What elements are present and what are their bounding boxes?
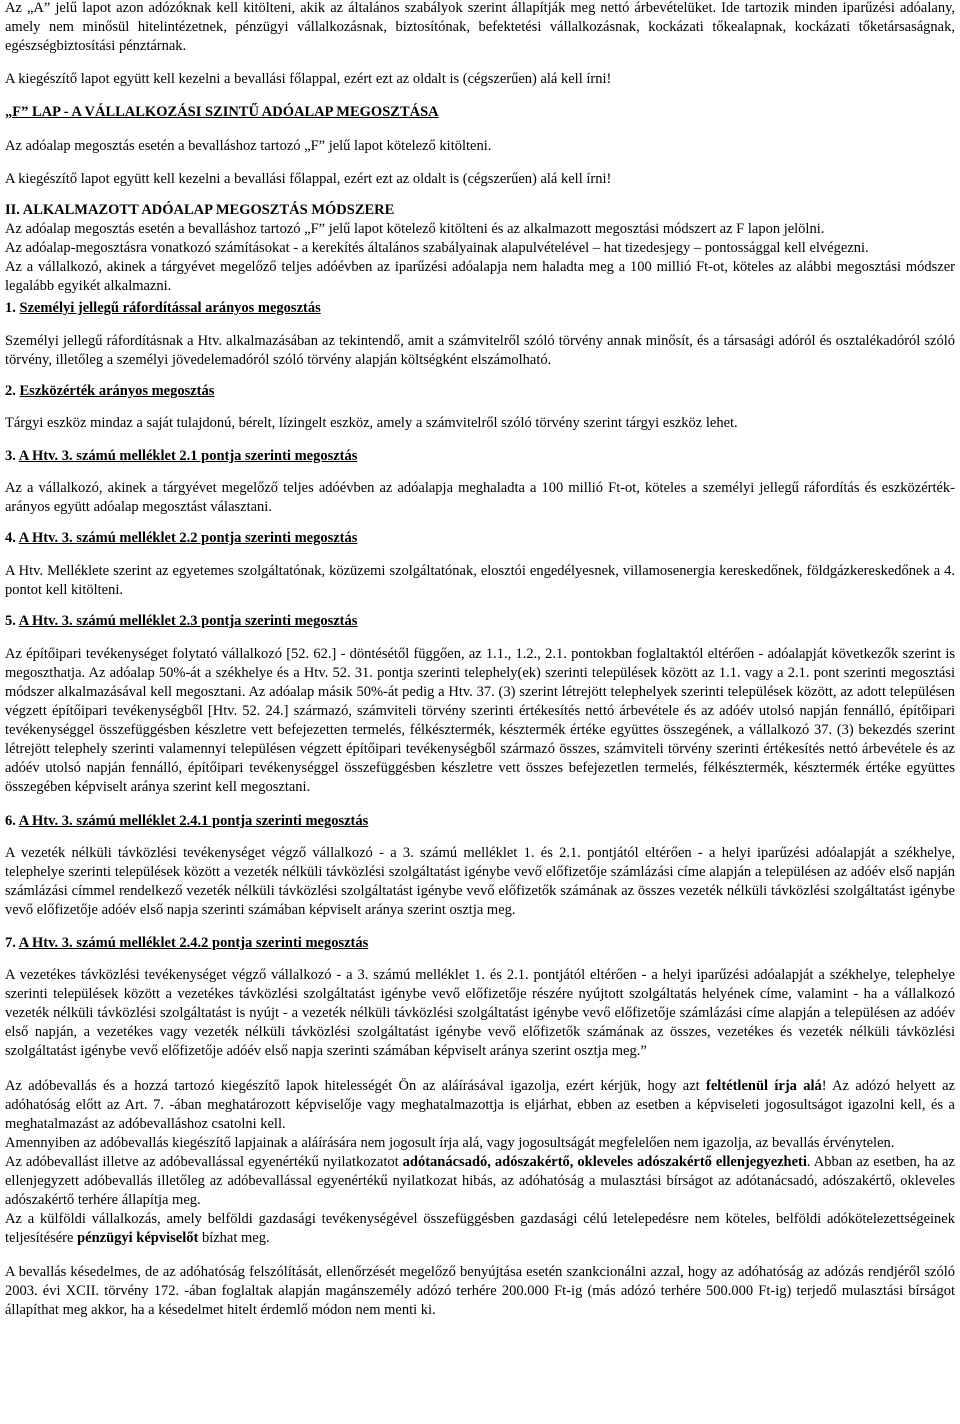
bold-segment: pénzügyi képviselőt <box>77 1230 199 1246</box>
method-title: Személyi jellegű ráfordítással arányos megosztás <box>19 300 321 316</box>
method-number: 1. <box>5 300 16 316</box>
closing-foreign-paragraph <box>5 1210 955 1248</box>
document-page <box>5 0 955 1320</box>
intro-paragraph: Az „A” jelű lapot azon adózóknak kell kitölteni, akik az általános szabályok szerint állapítják meg nettó árbevételüket. Ide tartozik minden iparűzési adóalany, amely nem minősül hitelintézetnek, pénzügyi vállalkozásnak, biztosítónak, befektetési vállalkozásnak, kockázati tőkealapnak, kockázati tőketársaságnak, egészségbiztosítási pénztárnak. <box>5 0 955 54</box>
method-6-heading <box>5 812 955 831</box>
bold-segment: adótanácsadó, adószakértő, okleveles adószakértő ellenjegyezheti <box>402 1154 807 1170</box>
text-segment: . Abban az esetben, ha az ellenjegyzett adóbevallás illetőleg az adóbevallással egyenértékű nyilatkozat hibás, az adóhatóság a mulasztási bírságot az adótanácsadó, adószakértő, okleveles adószakértő terhére állapítja meg. <box>5 1154 955 1208</box>
method-2-text: Tárgyi eszköz mindaz a saját tulajdonú, bérelt, lízingelt eszköz, amely a számvitelről szóló törvény szerint tárgyi eszköz lehet. <box>5 415 738 431</box>
text-segment: Az a külföldi vállalkozás, amely belföldi gazdasági tevékenységével összefüggésben gazdasági célú letelepedésre nem köteles, belföldi adókötelezettségeinek teljesítésére <box>5 1211 955 1246</box>
f-lap-signature-note: A kiegészítő lapot együtt kell kezelni a bevallási főlappal, ezért ezt az oldalt is (cégszerűen) alá kell írni! <box>5 171 612 187</box>
method-title: A Htv. 3. számú melléklet 2.2 pontja szerinti megosztás <box>18 530 358 546</box>
method-5-text: Az építőipari tevékenységet folytató vállalkozó [52. 62.] - döntésétől függően, az 1.1., 1.2., 2.1. pontokban foglaltaktól eltérően - adóalapját következők szerint is megoszthatja. Az adóalap 50%-át a székhelye és a Htv. 52. 31. pontja szerinti telephely(ek) szerinti települések között az 1.1. vagy a 2.1. pont szerinti megosztási módszer alkalmazásával kell megosztani. Az adóalap másik 50%-át pedig a Htv. 37. (3) szerint létrejött telephelyek szerinti települések között, az adott településen végzett építőipari tevékenységből [Htv. 52. 24.] származó, számviteli törvény szerinti értékesítés nettó árbevétele és az adóév utolsó napján fennálló, építőipari tevékenységgel összefüggésben készletre vett befejezetten termelés, félkésztermék, késztermék értéke együttes összegének, a vállalkozó 37. (3) bekezdés szerint létrejött telephely szerinti valamennyi településen végzett építőipari tevékenységből származó összes, számviteli törvény szerinti értékesítés nettó árbevétele és az adóév utolsó napján fennálló, építőipari tevékenységgel összefüggésben készletre vett összes befejezetlen termelés, félkésztermék, késztermék értéke együttes összegében képviselt aránya szerint kell megosztani. <box>5 646 955 795</box>
method-title: A Htv. 3. számú melléklet 2.4.1 pontja szerinti megosztás <box>18 813 369 829</box>
method-title: A Htv. 3. számú melléklet 2.1 pontja szerinti megosztás <box>18 448 358 464</box>
method-3-text: Az a vállalkozó, akinek a tárgyévet megelőző teljes adóévben az adóalapja meghaladta a 100 millió Ft-ot, köteles a személyi jellegű ráfordítás és eszközérték-arányos együtt adóalap megosztást választani. <box>5 480 955 515</box>
method-1-text: Személyi jellegű ráfordításnak a Htv. alkalmazásában az tekintendő, amit a számvitelről szóló törvény annak minősít, és a társasági adóról és osztalékadóról szóló törvény, illetőleg a személyi jövedelemadóról szóló törvény alapján költségként elszámolható. <box>5 333 955 368</box>
closing-countersign-paragraph <box>5 1153 955 1210</box>
method-number: 7. <box>5 935 16 951</box>
section-ii-paragraph: Az adóalap-megosztásra vonatkozó számításokat - a kerekítés általános szabályainak alapulvételével – hat tizedesjegy – pontossággal kell elvégezni. <box>5 240 869 256</box>
method-number: 3. <box>5 448 16 464</box>
method-title: A Htv. 3. számú melléklet 2.3 pontja szerinti megosztás <box>18 613 358 629</box>
text-segment: Az adóbevallást illetve az adóbevallással egyenértékű nyilatkozatot <box>5 1154 403 1170</box>
method-number: 6. <box>5 813 16 829</box>
method-1-heading <box>5 299 955 318</box>
closing-late-paragraph: A bevallás késedelmes, de az adóhatóság felszólítását, ellenőrzését megelőző benyújtása esetén szankcionálni azzal, hogy az adóhatóság az adózás rendjéről szóló 2003. évi XCII. törvény 172. -ában foglaltak alapján magánszemély adózó terhére 200.000 Ft-ig (más adózó terhére 500.000 Ft-ig) terjedő mulasztási bírságot állapíthat meg akkor, ha a késedelmet hitelt érdemlő módon nem menti ki. <box>5 1264 955 1318</box>
method-7-heading <box>5 934 955 953</box>
closing-signature-paragraph <box>5 1077 955 1134</box>
text-segment: Az adóbevallás és a hozzá tartozó kiegészítő lapok hitelességét Ön az aláírásával igazolja, ezért kérjük, hogy azt <box>5 1078 707 1094</box>
method-title: Eszközérték arányos megosztás <box>19 383 215 399</box>
text-segment: ! Az adózó helyett az adóhatóság előtt az Art. 7. -ában meghatározott képviselője vagy meghatalmazottja is eljárhat, ebben az esetben a képviseleti jogosultságot igazolni kell, és a meghatalmazást az adóbevalláshoz csatolni kell. <box>5 1078 955 1132</box>
f-lap-title: „F” LAP - A VÁLLALKOZÁSI SZINTŰ ADÓALAP MEGOSZTÁSA <box>5 104 439 120</box>
method-6-text: A vezeték nélküli távközlési tevékenységet végző vállalkozó - a 3. számú melléklet 1. és 2.1. pontjától eltérően - a helyi iparűzési adóalapját a székhelye, telephelye szerinti települések között a vezeték nélküli távközlési szolgáltatást igénybe vevő előfizetője számlázási címe alapján a településen az adóév első napján számlázási címmel rendelkező vezeték nélküli távközlési szolgáltatást igénybe vevő előfizetők számának az összes vezeték nélküli távközlési szolgáltatást igénybe vevő előfizetője adóév első napja szerinti számában képviselt aránya szerint osztja meg. <box>5 845 955 918</box>
section-ii-title: II. ALKALMAZOTT ADÓALAP MEGOSZTÁS MÓDSZERE <box>5 202 395 218</box>
method-number: 5. <box>5 613 16 629</box>
f-lap-text: Az adóalap megosztás esetén a bevalláshoz tartozó „F” jelű lapot kötelező kitölteni. <box>5 138 492 154</box>
method-number: 2. <box>5 383 16 399</box>
method-4-heading <box>5 529 955 548</box>
method-5-heading <box>5 612 955 631</box>
method-title: A Htv. 3. számú melléklet 2.4.2 pontja szerinti megosztás <box>18 935 369 951</box>
method-3-heading <box>5 447 955 466</box>
section-ii-paragraph: Az adóalap megosztás esetén a bevalláshoz tartozó „F” jelű lapot kötelező kitölteni és az alkalmazott megosztási módszert az F lapon jelölni. <box>5 221 825 237</box>
method-number: 4. <box>5 530 16 546</box>
method-2-heading <box>5 382 955 401</box>
bold-segment: feltétlenül írja alá <box>706 1078 822 1094</box>
closing-invalid-paragraph: Amennyiben az adóbevallás kiegészítő lapjainak a aláírására nem jogosult írja alá, vagy jogosultságát megfelelően nem igazolja, az bevallás érvénytelen. <box>5 1135 895 1151</box>
method-7-text: A vezetékes távközlési tevékenységet végző vállalkozó - a 3. számú melléklet 1. és 2.1. pontjától eltérően - a helyi iparűzési adóalapját a székhelye, telephelye szerinti települések között a vezetékes távközlési szolgáltatást igénybe vevő előfizetője részére nyújtott szolgáltatás helyének címe, valamint - ha a vállalkozó vezeték nélküli távközlési szolgáltatást is nyújt - a vezeték nélküli távközlési szolgáltatást igénybe vevő előfizetője számlázási címe alapján a településen az adóév első napján, a vezetékes vagy vezeték nélküli távközlési szolgáltatást igénybe vevő előfizetők számának az összes, vezetékes és vezeték nélküli távközlési szolgáltatást igénybe vevő előfizetője adóév első napja szerinti számában képviselt aránya szerint osztja meg.” <box>5 967 955 1059</box>
method-4-text: A Htv. Melléklete szerint az egyetemes szolgáltatónak, közüzemi szolgáltatónak, elosztói engedélyesnek, villamosenergia kereskedőnek, földgázkereskedőnek a 4. pontot kell kitölteni. <box>5 563 955 598</box>
section-ii-paragraph: Az a vállalkozó, akinek a tárgyévet megelőző teljes adóévben az iparűzési adóalapja nem haladta meg a 100 millió Ft-ot, köteles az alábbi megosztási módszer legalább egyikét alkalmazni. <box>5 259 955 294</box>
text-segment: bízhat meg. <box>198 1230 270 1246</box>
signature-note-a: A kiegészítő lapot együtt kell kezelni a bevallási főlappal, ezért ezt az oldalt is (cégszerűen) alá kell írni! <box>5 71 612 87</box>
